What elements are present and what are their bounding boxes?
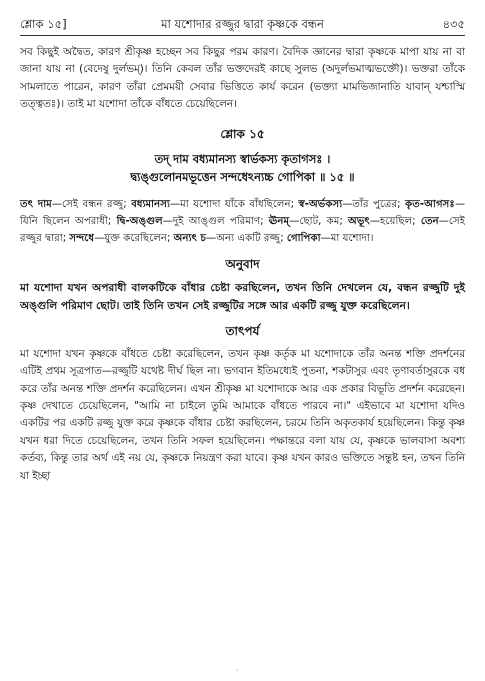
synonym-meaning: মা যশোদা। (330, 233, 374, 245)
purport-heading: তাৎপর্য (225, 323, 260, 338)
page-number: ৪৩৫ (442, 17, 465, 31)
synonym-term: দ্বি-অঙ্গুল (116, 216, 163, 228)
synonym-term: তৎ দাম (20, 198, 52, 210)
synonym-meaning: মা যশোদা যাঁকে বাঁধছিলেন; (180, 198, 295, 210)
synonyms-paragraph: তৎ দাম—সেই বন্ধন রজ্জু; বধ্যমানস্য—মা যশোদা যাঁকে বাঁধছিলেন; স্ব-অর্ভকস্য—তাঁর পুত্রের; কৃত-আগসঃ—যিনি ছিলেন অপরাধী; দ্বি-অঙ্গুল—দুই আঙ্গুল পরিমাণ; ঊনম্—ছোট, কম; অভূৎ—হয়েছিল; তেন—সেই রজ্জুর দ্বারা; সন্দধে—যুক্ত করেছিলেন; অন্যৎ চ—অন্য একটি রজ্জু; গোপিকা—মা যশোদা। (20, 198, 466, 245)
synonym-term: অভূৎ (348, 216, 370, 228)
header-divider (20, 35, 465, 36)
book-page (20, 14, 465, 485)
intro-paragraph: সব কিছুই অদ্বৈত, কারণ শ্রীকৃষ্ণ হচ্ছেন সব কিছুর পরম কারণ। বৈদিক জ্ঞানের দ্বারা কৃষ্ণকে মাপা যায় না বা জানা যায় না (বেদেষু দুর্লভম্)। তিনি কেবল তাঁর ভক্তদেরই কাছে সুলভ (অদুর্লভমাত্মভক্তৌ)। ভক্তরা তাঁকে সামলাতে পারেন, কারণ তাঁরা প্রেমময়ী সেবার ভিত্তিতে কার্য করেন (ভক্ত্যা মামভিজানাতি যাবান্ যশ্চাস্মি তত্ত্বতঃ)। তাই মা যশোদা তাঁকে বাঁধতে চেয়েছিলেন। (20, 46, 465, 111)
synonym-term: তেন (420, 216, 439, 228)
verse-line-1: তদ্ দাম বধ্যমানস্য স্বার্ভকস্য কৃতাগসঃ । (154, 151, 331, 166)
synonym-meaning: সেই রজ্জুর দ্বারা; (20, 216, 466, 245)
scan-mark: ' (236, 668, 239, 677)
synonym-meaning: সেই বন্ধন রজ্জু; (62, 198, 127, 210)
synonym-term: স্ব-অর্ভকস্য (298, 198, 343, 210)
synonym-term: গোপিকা (286, 233, 321, 245)
synonym-meaning: হয়েছিল; (380, 216, 416, 228)
synonym-term: বধ্যমানস্য (131, 198, 170, 210)
translation-text: মা যশোদা যখন অপরাধী বালকটিকে বাঁধার চেষ্টা করছিলেন, তখন তিনি দেখলেন যে, বন্ধন রজ্জুটি দুই অঙ্গুলি পরিমাণ ছোট। তাই তিনি তখন সেই রজ্জুটির সঙ্গে আর একটি রজ্জু যুক্ত করেছিলেন। (20, 281, 465, 312)
synonym-term: কৃত-আগসঃ (405, 198, 455, 210)
running-header (20, 14, 465, 34)
synonym-meaning: যিনি ছিলেন অপরাধী; (20, 216, 112, 228)
verse-heading: শ্লোক ১৫ (220, 126, 265, 141)
synonym-term: অন্যৎ চ (173, 233, 207, 245)
purport-text: মা যশোদা যখন কৃষ্ণকে বাঁধতে চেষ্টা করেছিলেন, তখন কৃষ্ণ কর্তৃক মা যশোদাকে তাঁর অনন্ত শক্তি প্রদর্শনের এটিই প্রথম সূত্রপাত—রজ্জুটি যথেষ্ট দীর্ঘ ছিল না। ভগবান ইতিমধ্যেই পুতনা, শকটাসুর এবং তৃণাবর্তাসুরকে বধ করে তাঁর অনন্ত শক্তি প্রদর্শন করেছিলেন। এখন শ্রীকৃষ্ণ মা যশোদাকে আর এক প্রকার বিভূতি প্রদর্শন করেছেন। কৃষ্ণ দেখাতে চেয়েছিলেন, "আমি না চাইলে তুমি আমাকে বাঁধতে পারবে না।" এইভাবে মা যশোদা যদিও একটির পর একটি রজ্জু যুক্ত করে কৃষ্ণকে বাঁধার চেষ্টা করছিলেন, চরমে তিনি অকৃতকার্য হয়েছিলেন। কিন্তু কৃষ্ণ যখন ধরা দিতে চেয়েছিলেন, তখন তিনি সফল হয়েছিলেন। পক্ষান্তরে বলা যায় যে, কৃষ্ণকে ভালবাসা অবশ্য কর্তব্য, কিন্তু তার অর্থ এই নয় যে, কৃষ্ণকে নিয়ন্ত্রণ করা যাবে। কৃষ্ণ যখন কারও ভক্তিতে সন্তুষ্ট হন, তখন তিনি যা ইচ্ছা (20, 347, 465, 482)
synonym-term: সন্দধে (69, 233, 95, 245)
header-verse-tag: শ্লোক ১৫] (20, 17, 67, 31)
header-chapter-title: মা যশোদার রজ্জুর দ্বারা কৃষ্ণকে বন্ধন (161, 17, 324, 31)
synonym-meaning: অন্য একটি রজ্জু; (216, 233, 284, 245)
translation-heading: অনুবাদ (225, 256, 260, 271)
synonym-meaning: ছোট, কম; (299, 216, 343, 228)
verse-line-2: দ্ব্যঙ্গুলোনমভূত্তেন সন্দধেঽন্যচ্চ গোপিকা ॥ ১৫ ॥ (130, 169, 355, 184)
synonym-meaning: দুই আঙ্গুল পরিমাণ; (172, 216, 264, 228)
synonym-term: ঊনম্ (268, 216, 290, 228)
synonym-meaning: যুক্ত করেছিলেন; (104, 233, 171, 245)
synonym-meaning: তাঁর পুত্রের; (352, 198, 401, 210)
